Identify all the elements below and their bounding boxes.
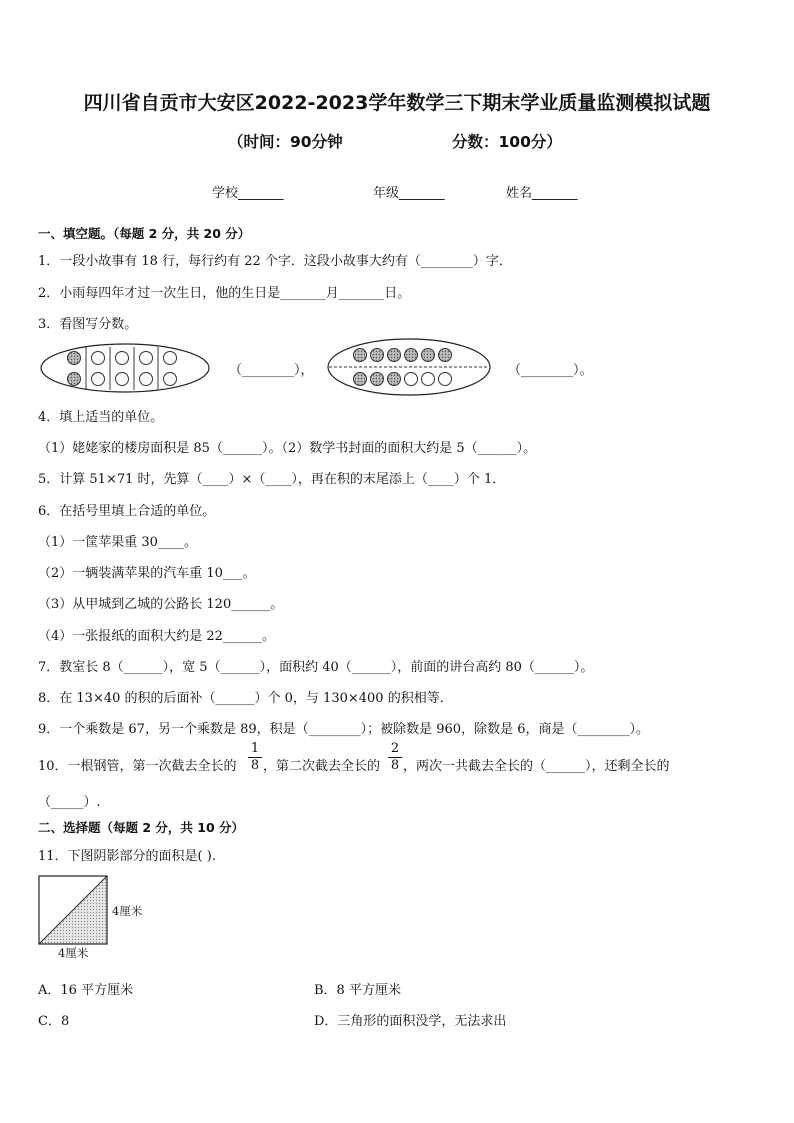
fraction-two-eighths: [388, 742, 402, 773]
shaded-circle: [68, 352, 81, 365]
option-b[interactable]: B．8 平方厘米: [314, 983, 401, 998]
shaded-circle: [439, 349, 452, 362]
fraction-denominator: 8: [390, 758, 400, 773]
empty-circle: [405, 373, 418, 386]
exam-time: （时间：90分钟: [228, 133, 343, 151]
option-d[interactable]: D．三角形的面积没学，无法求出: [314, 1014, 507, 1029]
question-6-3: （3）从甲城到乙城的公路长 120______。: [38, 597, 284, 612]
empty-circle: [164, 352, 177, 365]
shaded-circle: [388, 349, 401, 362]
empty-circle: [422, 373, 435, 386]
question-10-part-a: 10．一根钢管，第一次截去全长的: [38, 759, 237, 774]
exam-score: 分数：100分）: [452, 133, 562, 151]
shaded-circle: [68, 373, 81, 386]
question-6-4: （4）一张报纸的面积大约是 22______。: [38, 629, 275, 644]
question-4-parts: （1）姥姥家的楼房面积是 85（______）。（2）数学书封面的面积大约是 5（______）。: [38, 441, 537, 456]
empty-circle: [116, 373, 129, 386]
fraction-denominator: 8: [250, 758, 260, 773]
shaded-circle: [388, 373, 401, 386]
question-1: 1．一段小故事有 18 行，每行约有 22 个字．这段小故事大约有（________）字．: [38, 254, 512, 269]
empty-circle: [164, 373, 177, 386]
empty-circle: [439, 373, 452, 386]
figure-bottom-label: 4厘米: [58, 946, 89, 960]
question-10-part-d: （_____）.: [38, 795, 101, 810]
fraction-one-eighth: [248, 742, 262, 773]
name-field: 姓名_______: [506, 186, 578, 201]
option-a[interactable]: A．16 平方厘米: [38, 983, 134, 998]
question-9: 9．一个乘数是 67，另一个乘数是 89，积是（________）；被除数是 960，除数是 6，商是（________）。: [38, 722, 649, 737]
question-3-blank-2[interactable]: （________）。: [508, 363, 593, 378]
question-11: 11．下图阴影部分的面积是( ).: [38, 849, 216, 864]
section1-heading: 一、填空题。（每题 2 分，共 20 分）: [38, 226, 251, 241]
option-c[interactable]: C．8: [38, 1014, 70, 1029]
question-10-part-b: ，第二次截去全长的: [263, 759, 381, 774]
question-8: 8．在 13×40 的积的后面补（______）个 0，与 130×400 的积相等．: [38, 691, 453, 706]
section2-heading: 二、选择题（每题 2 分，共 10 分）: [38, 820, 245, 835]
shaded-circle: [354, 373, 367, 386]
grade-field: 年级_______: [373, 186, 445, 201]
empty-circle: [116, 352, 129, 365]
question-5: 5．计算 51×71 时，先算（____）×（____），再在积的末尾添上（____）个 1．: [38, 472, 506, 487]
question-4: 4．填上适当的单位。: [38, 410, 164, 425]
shaded-circle: [371, 349, 384, 362]
question-6: 6．在括号里填上合适的单位。: [38, 504, 216, 519]
question-6-1: （1）一筐苹果重 30____。: [38, 535, 197, 550]
fraction-numerator: 2: [390, 741, 400, 756]
question-6-2: （2）一辆装满苹果的汽车重 10___。: [38, 566, 256, 581]
question-3-blank-1[interactable]: （________），: [229, 363, 314, 378]
fraction-figure-1: [40, 343, 210, 393]
fraction-numerator: 1: [250, 741, 260, 756]
empty-circle: [92, 373, 105, 386]
figure-side-label: 4厘米: [112, 904, 143, 918]
question-10-part-c: ，两次一共截去全长的（______），还剩全长的: [403, 759, 670, 774]
question-2: 2．小雨每四年才过一次生日，他的生日是_______月_______日。: [38, 286, 411, 301]
empty-circle: [92, 352, 105, 365]
school-field: 学校_______: [212, 186, 284, 201]
page-title: 四川省自贡市大安区2022-2023学年数学三下期末学业质量监测模拟试题: [83, 92, 711, 114]
shaded-circle: [371, 373, 384, 386]
question-3: 3．看图写分数。: [38, 317, 138, 332]
empty-circle: [140, 373, 153, 386]
shaded-circle: [354, 349, 367, 362]
shaded-circle: [405, 349, 418, 362]
shaded-circle: [422, 349, 435, 362]
empty-circle: [140, 352, 153, 365]
fraction-figure-2: [327, 338, 491, 396]
question-7: 7．教室长 8（______），宽 5（______），面积约 40（______），前面的讲台高约 80（______）。: [38, 660, 594, 675]
square-figure: [38, 875, 110, 947]
